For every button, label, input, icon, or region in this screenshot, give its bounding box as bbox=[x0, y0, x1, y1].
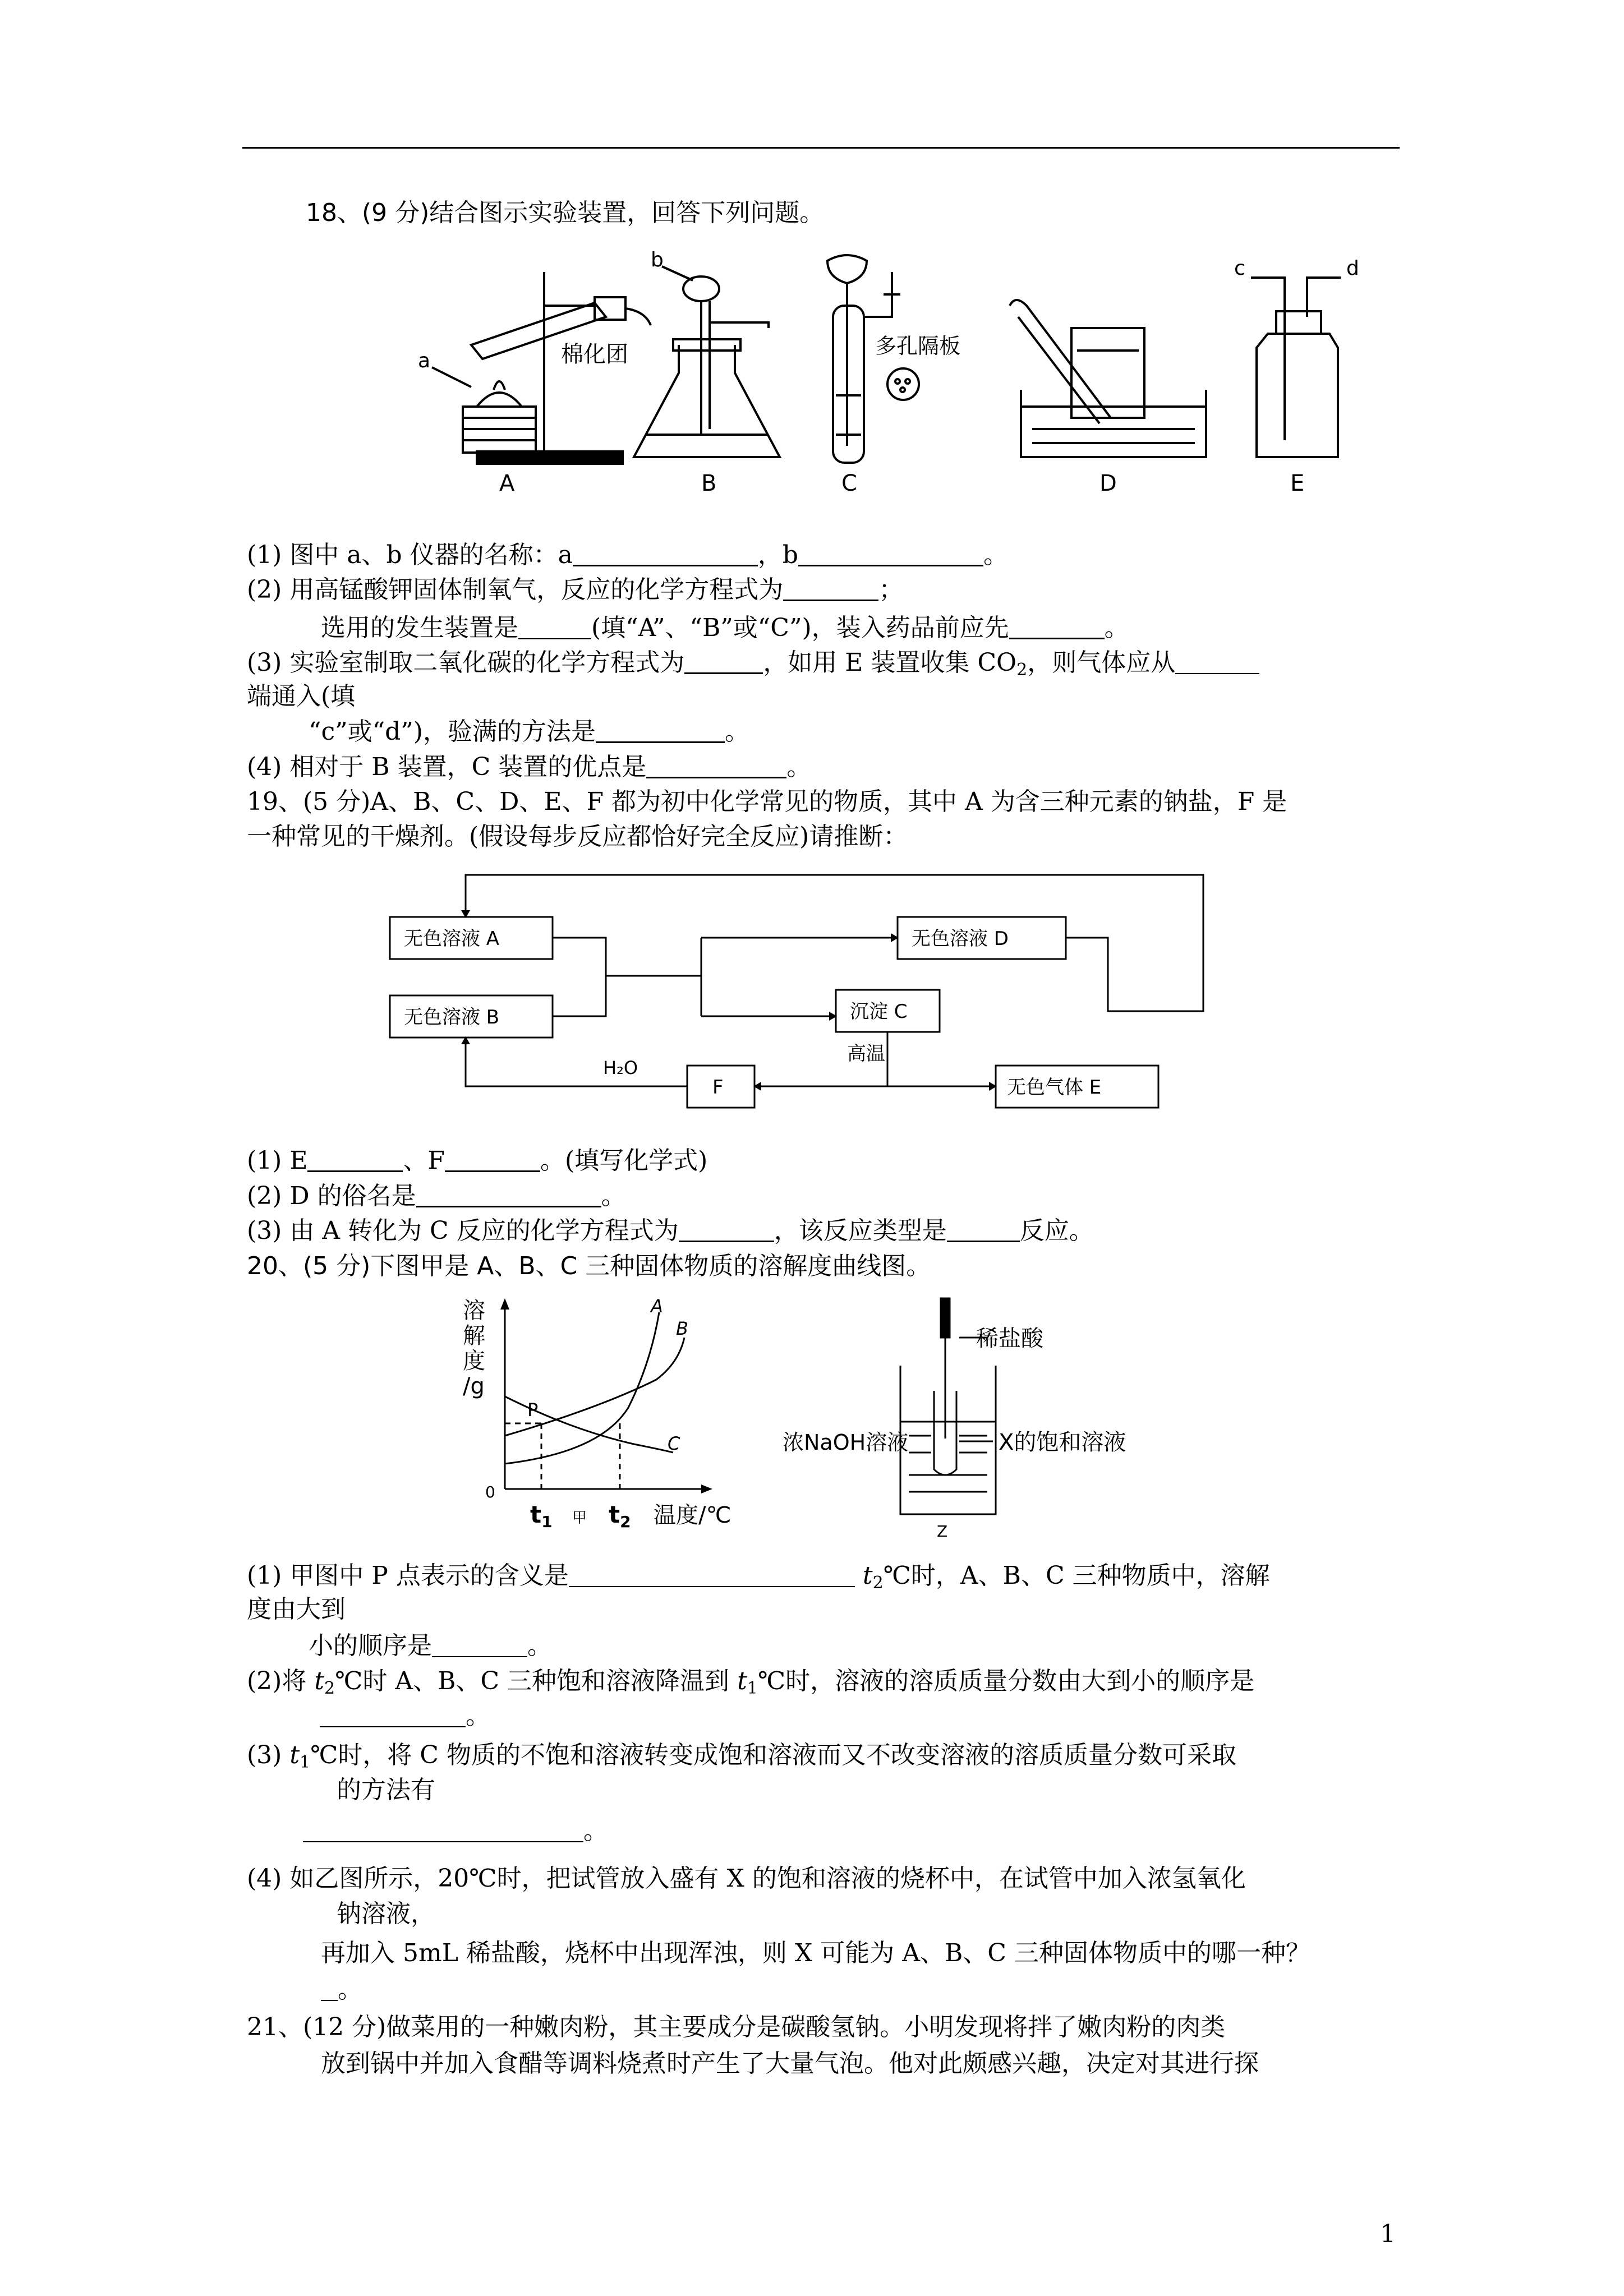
ylabel-3: 度 bbox=[463, 1348, 485, 1374]
q18-header: 18、(9 分)结合图示实验装置，回答下列问题。 bbox=[306, 199, 825, 227]
q21-line1: 21、(12 分)做菜用的一种嫩肉粉，其主要成分是碳酸氢钠。小明发现将拌了嫩肉粉的肉类 bbox=[247, 2013, 1226, 2041]
blank-kmno4-equation[interactable] bbox=[783, 577, 878, 601]
q20-p3b: 的方法有 bbox=[337, 1776, 435, 1804]
q18-p2: (2) 用高锰酸钾固体制氧气，反应的化学方程式为 ； bbox=[247, 575, 904, 604]
node-e: 无色气体 E bbox=[1007, 1076, 1102, 1099]
q18-p4: (4) 相对于 B 装置，C 装置的优点是 。 bbox=[247, 753, 812, 781]
q18-apparatus-figure bbox=[410, 250, 1414, 499]
blank-gas-inlet[interactable] bbox=[1175, 651, 1259, 674]
q20-p4c: 再加入 5mL 稀盐酸，烧杯中出现浑浊，则 X 可能为 A、B、C 三种固体物质中的哪一种？ bbox=[321, 1939, 1310, 1967]
apparatus-a bbox=[432, 272, 651, 464]
blank-full-check[interactable] bbox=[596, 719, 725, 743]
blank-solubility-order[interactable] bbox=[432, 1634, 527, 1657]
apparatus-c bbox=[827, 255, 919, 463]
xlabel: 温度/℃ bbox=[654, 1502, 732, 1528]
naoh-label: 浓NaOH溶液 bbox=[783, 1430, 909, 1455]
blank-co2-equation[interactable] bbox=[684, 650, 763, 674]
node-c: 沉淀 C bbox=[850, 1001, 908, 1023]
blank-d-common-name[interactable] bbox=[416, 1183, 601, 1207]
blank-method[interactable] bbox=[303, 1819, 583, 1842]
porous-plate-label: 多孔隔板 bbox=[875, 334, 961, 358]
q20-p3c: 。 bbox=[303, 1814, 608, 1848]
q20-p4: (4) 如乙图所示，20℃时，把试管放入盛有 X 的饱和溶液的烧杯中，在试管中加入浓氢氧化 bbox=[247, 1864, 1246, 1893]
label-curve-c: C bbox=[668, 1433, 680, 1454]
apparatus-name-d: D bbox=[1099, 471, 1117, 496]
q19-line2: 一种常见的干燥剂。(假设每步反应都恰好完全反应)请推断： bbox=[247, 822, 908, 851]
node-b: 无色溶液 B bbox=[404, 1006, 500, 1029]
acid-label: 稀盐酸 bbox=[976, 1326, 1043, 1352]
ylabel-2: 解 bbox=[463, 1323, 485, 1349]
q19-flow-diagram bbox=[387, 872, 1229, 1122]
q19-line1: 19、(5 分)A、B、C、D、E、F 都为初中化学常见的物质，其中 A 为含三种元素的钠盐，F 是 bbox=[247, 787, 1287, 816]
label-curve-b: B bbox=[676, 1318, 688, 1339]
curve-a bbox=[505, 1312, 659, 1464]
q20-p1c: 小的顺序是 。 bbox=[309, 1631, 552, 1660]
blank-a-to-c-equation[interactable] bbox=[679, 1218, 774, 1242]
apparatus-b bbox=[634, 266, 780, 457]
blank-reaction-type[interactable] bbox=[947, 1218, 1020, 1242]
q18-p1: (1) 图中 a、b 仪器的名称：a ，b 。 bbox=[247, 541, 1009, 569]
q20-p1: (1) 甲图中 P 点表示的含义是 $t_2℃$时，A、B、C 三种物质中，溶解 bbox=[247, 1561, 1270, 1593]
label-water: H₂O bbox=[603, 1057, 638, 1078]
beaker-figure bbox=[780, 1295, 1229, 1542]
q19-p2: (2) D 的俗名是 。 bbox=[247, 1182, 626, 1210]
blank-generator[interactable] bbox=[518, 616, 591, 639]
label-b: b bbox=[651, 250, 664, 271]
label-high-temp: 高温 bbox=[847, 1043, 885, 1065]
blank-advantage[interactable] bbox=[646, 754, 786, 778]
q20-p2: (2)将 $t_2℃$时 A、B、C 三种饱和溶液降温到 $t_1℃$时，溶液的溶质质量分数由大到小的顺序是 bbox=[247, 1667, 1255, 1698]
apparatus-name-c: C bbox=[841, 471, 857, 496]
jia-label: 甲 bbox=[572, 1510, 587, 1527]
tick-t1: t1 bbox=[530, 1501, 553, 1531]
label-d: d bbox=[1346, 257, 1359, 280]
q20-header: 20、(5 分)下图甲是 A、B、C 三种固体物质的溶解度曲线图。 bbox=[247, 1252, 931, 1280]
blank-b-name[interactable] bbox=[798, 542, 983, 566]
solubility-graph bbox=[460, 1295, 774, 1531]
q18-p3c: “c”或“d”)，验满的方法是 。 bbox=[309, 717, 749, 746]
cotton-label: 棉化团 bbox=[561, 342, 628, 367]
node-f: F bbox=[712, 1076, 724, 1099]
blank-before-loading[interactable] bbox=[1009, 615, 1105, 639]
apparatus-name-b: B bbox=[701, 471, 717, 496]
q20-p2b: 。 bbox=[320, 1699, 490, 1733]
blank-a-name[interactable] bbox=[573, 542, 758, 566]
q20-p4b: 钠溶液， bbox=[337, 1899, 435, 1928]
q21-line2: 放到锅中并加入食醋等调料烧煮时产生了大量气泡。他对此颇感兴趣，决定对其进行探 bbox=[321, 2049, 1259, 2078]
q18-p3: (3) 实验室制取二氧化碳的化学方程式为 ，如用 E 装置收集 $CO_2$，则气体应从 bbox=[247, 646, 1259, 687]
node-d: 无色溶液 D bbox=[912, 928, 1009, 950]
q19-p1: (1) E 、F 。(填写化学式) bbox=[247, 1146, 708, 1175]
q18-p3b: 端通入(填 bbox=[247, 682, 356, 711]
blank-mass-fraction-order[interactable] bbox=[320, 1704, 466, 1727]
blank-e-formula[interactable] bbox=[307, 1148, 403, 1172]
apparatus-name-a: A bbox=[499, 471, 515, 496]
header-rule bbox=[242, 147, 1400, 149]
curve-b bbox=[505, 1338, 684, 1436]
apparatus-e bbox=[1251, 278, 1341, 457]
z-label: Z bbox=[937, 1522, 948, 1541]
q19-p3: (3) 由 A 转化为 C 反应的化学方程式为 ，该反应类型是 反应。 bbox=[247, 1216, 1094, 1245]
label-c: c bbox=[1234, 257, 1245, 280]
q18-p2b: 选用的发生装置是 (填“A”、“B”或“C”)，装入药品前应先 。 bbox=[321, 614, 1129, 642]
node-a: 无色溶液 A bbox=[404, 928, 500, 950]
label-a: a bbox=[418, 349, 431, 372]
point-p: P bbox=[527, 1399, 539, 1421]
blank-x-substance[interactable] bbox=[321, 1977, 338, 2001]
origin-label: 0 bbox=[485, 1483, 495, 1501]
label-curve-a: A bbox=[651, 1295, 663, 1317]
ylabel-4: /g bbox=[463, 1373, 485, 1399]
blank-p-meaning[interactable] bbox=[569, 1564, 855, 1587]
q20-p3: (3) $t_1℃$时，将 C 物质的不饱和溶液转变成饱和溶液而又不改变溶液的溶质质量分数可采取 bbox=[247, 1741, 1236, 1772]
saturated-label: X的饱和溶液 bbox=[999, 1430, 1126, 1455]
q20-p4d: 。 bbox=[321, 1973, 362, 2007]
ylabel-1: 溶 bbox=[463, 1298, 485, 1324]
apparatus-d bbox=[1010, 300, 1206, 457]
page-number: 1 bbox=[1380, 2220, 1396, 2248]
apparatus-name-e: E bbox=[1290, 471, 1305, 496]
q20-p1b: 度由大到 bbox=[247, 1595, 346, 1624]
blank-f-formula[interactable] bbox=[445, 1148, 540, 1172]
tick-t2: t2 bbox=[609, 1501, 631, 1531]
